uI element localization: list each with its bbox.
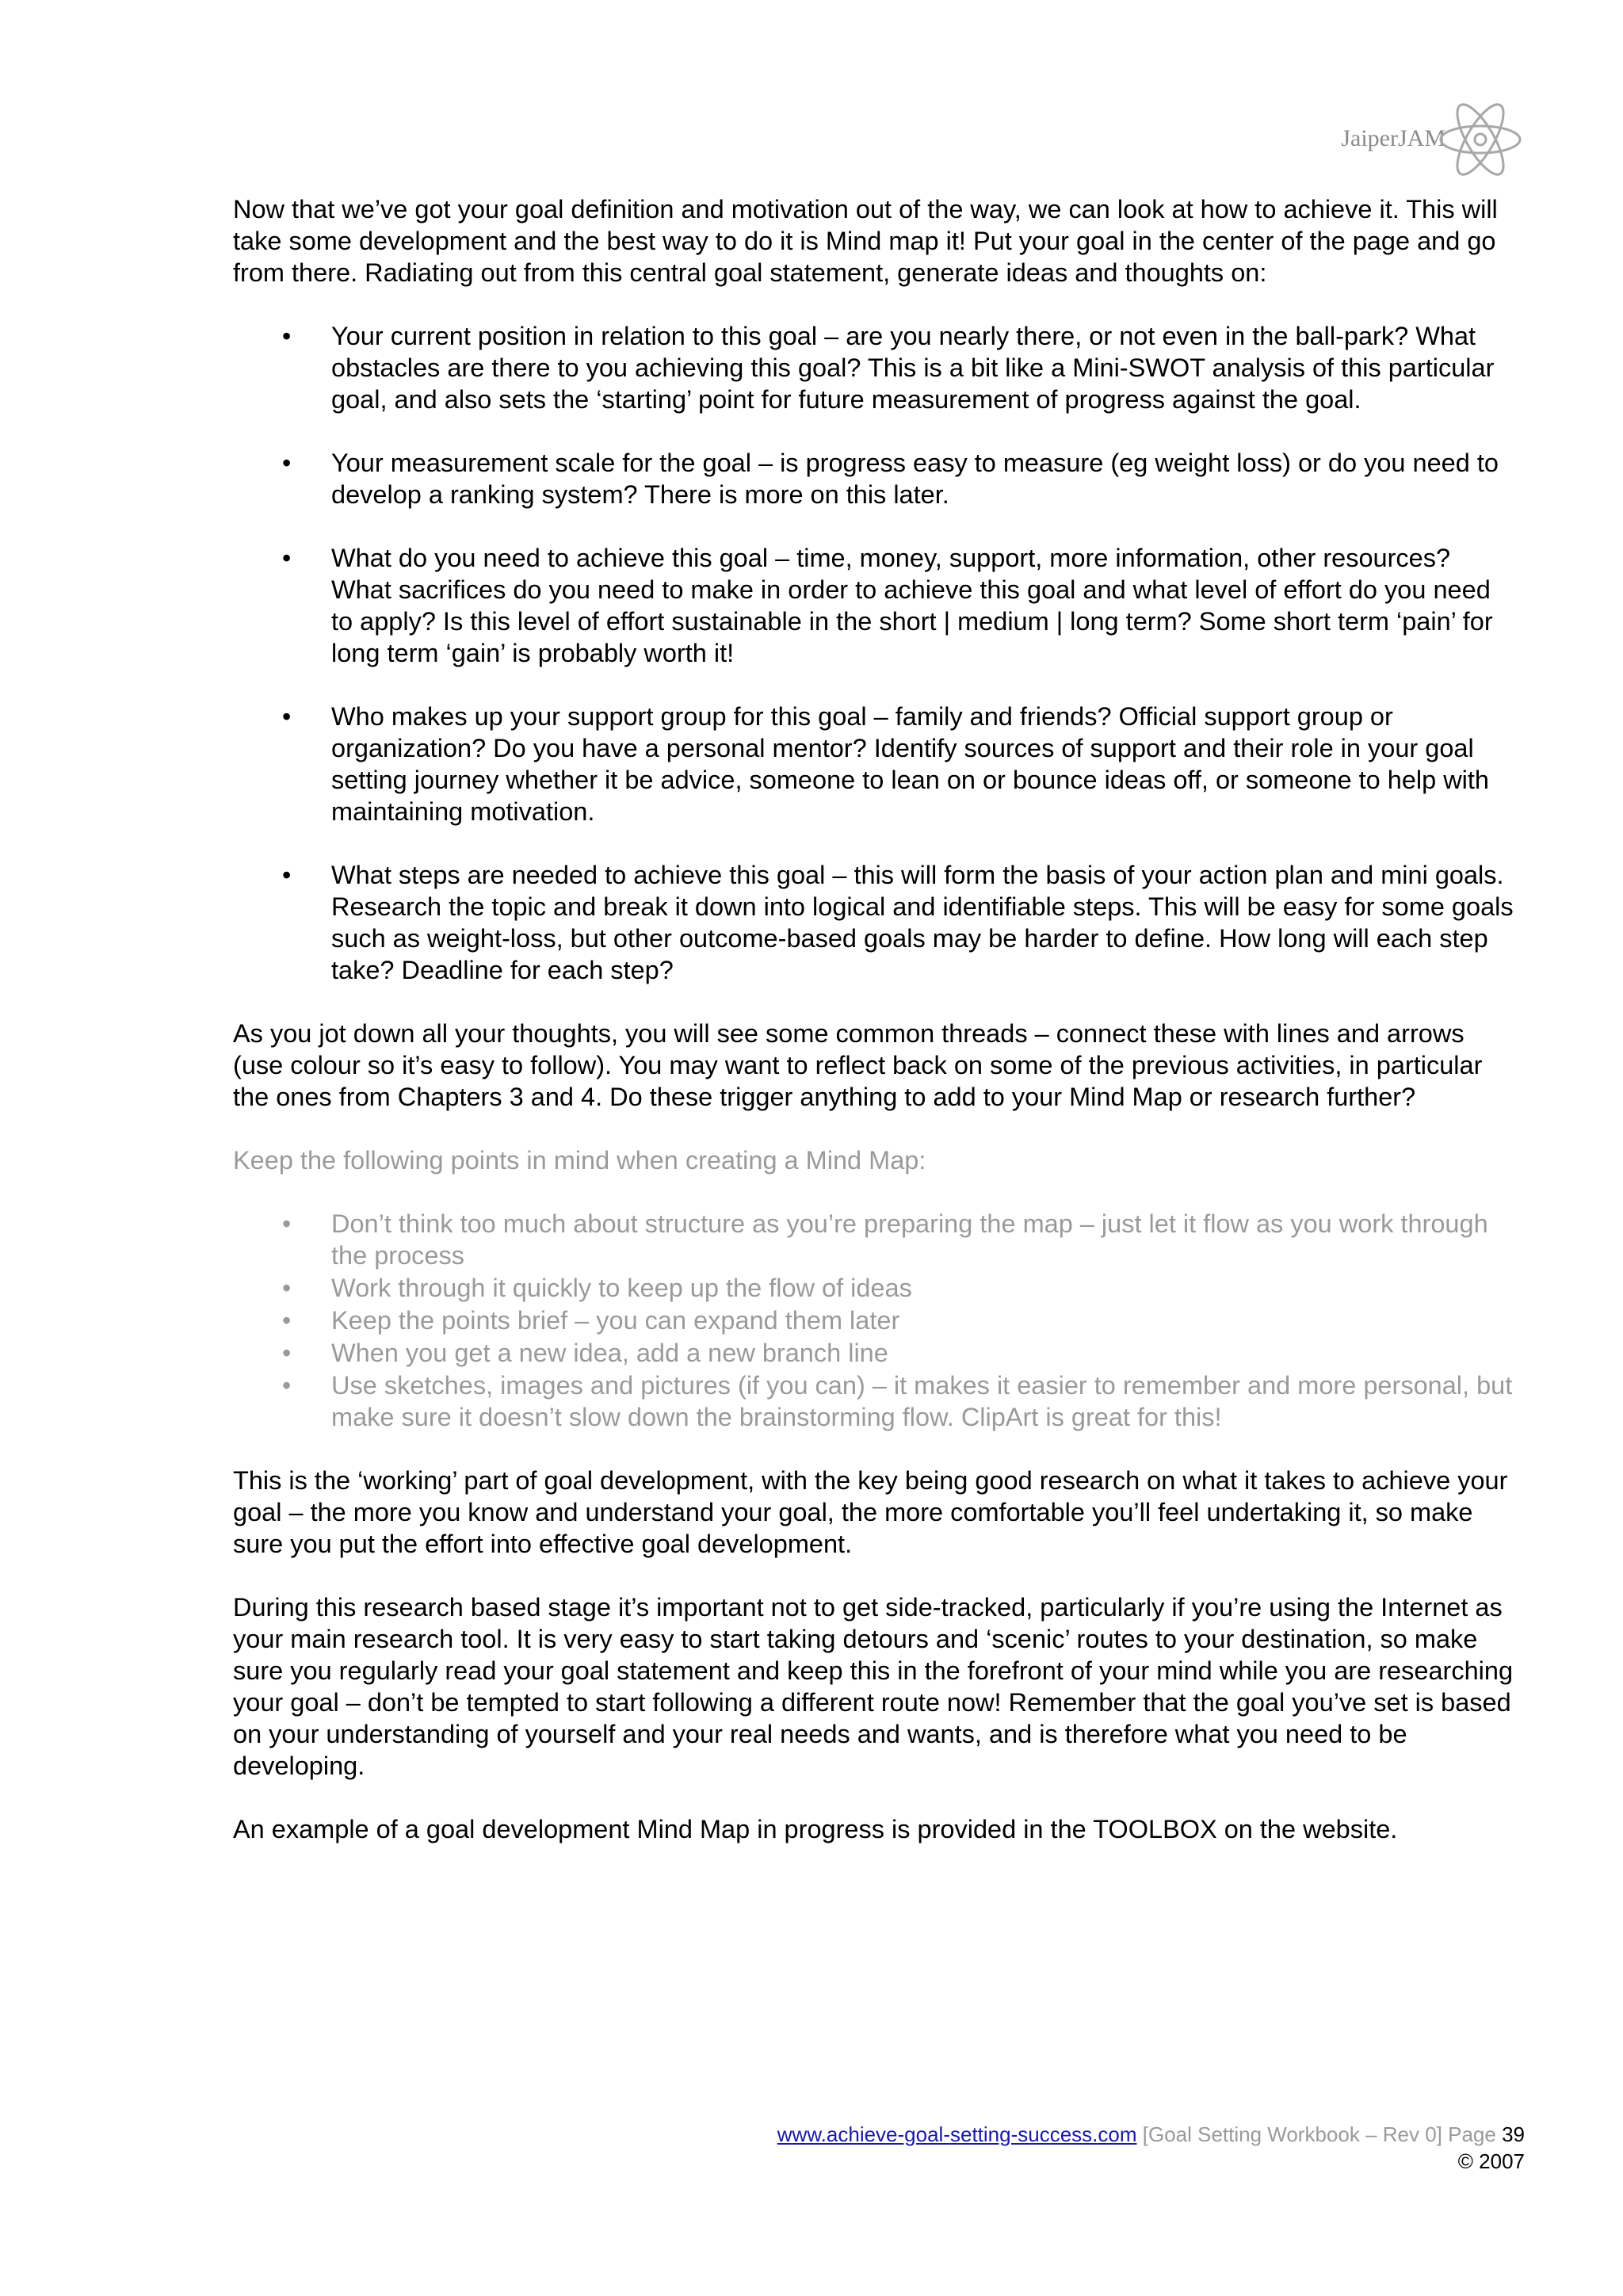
- list-item: • What steps are needed to achieve this goal – this will form the basis of your action plan and mini goals. Research the topic and break it down into logical and identifiable steps. This will be easy for some goals such as weight-loss, but other outcome-based goals may be harder to define. How long will each step take? Deadline for each step?: [282, 861, 1514, 984]
- working-paragraph: This is the ‘working’ part of goal development, with the key being good research on what it takes to achieve your goal – the more you know and understand your goal, the more comfortable you’ll feel undertaking it, so make sure you put the effort into effective goal development.: [233, 1466, 1508, 1558]
- bullet-icon: •: [282, 1339, 292, 1367]
- threads-paragraph: As you jot down all your thoughts, you will see some common threads – connect these with lines and arrows (use colour so it’s easy to follow). You may want to reflect back on some of the previous activities, in particular the ones from Chapters 3 and 4. Do these trigger anything to add to your Mind Map or research further?: [233, 1019, 1483, 1111]
- copyright: © 2007: [1457, 2149, 1525, 2173]
- brand-name: JaiperJAM: [1341, 125, 1445, 151]
- bullet-icon: •: [282, 1209, 292, 1238]
- tips-heading: Keep the following points in mind when creating a Mind Map:: [233, 1146, 926, 1175]
- tip-item: • When you get a new idea, add a new branch line: [282, 1339, 888, 1367]
- page-footer: [777, 2121, 1525, 2175]
- page-header: [1271, 101, 1525, 181]
- atom-logo-icon: [1436, 101, 1525, 178]
- bullet-icon: •: [282, 1274, 292, 1302]
- intro-paragraph: Now that we’ve got your goal definition and motivation out of the way, we can look at how to achieve it. This will take some development and the best way to do it is Mind map it! Put your goal in the center of the page and go from there. Radiating out from this central goal statement, generate ideas and thoughts on:: [233, 195, 1498, 287]
- bullet-icon: •: [282, 449, 292, 477]
- bullet-icon: •: [282, 1371, 292, 1400]
- bullet-icon: •: [282, 322, 292, 350]
- bullet-icon: •: [282, 861, 292, 889]
- page-body: [233, 193, 1517, 1877]
- tip-item: • Use sketches, images and pictures (if you can) – it makes it easier to remember and more personal, but make sure it doesn’t slow down the brainstorming flow. ClipArt is great for this!: [282, 1371, 1513, 1431]
- tip-item: • Work through it quickly to keep up the flow of ideas: [282, 1274, 912, 1302]
- list-item: • Your measurement scale for the goal – is progress easy to measure (eg weight loss) or do you need to develop a ranking system? There is more on this later.: [282, 449, 1499, 509]
- mind-map-tips-list: [233, 1208, 1517, 1433]
- tip-item: • Keep the points brief – you can expand them later: [282, 1306, 900, 1335]
- bullet-icon: •: [282, 544, 292, 572]
- bullet-icon: •: [282, 1306, 292, 1335]
- list-item: • What do you need to achieve this goal – time, money, support, more information, other resources? What sacrifices do you need to make in order to achieve this goal and what level of effort do you need to apply? Is this level of effort sustainable in the short | medium | long term? Some short term ‘pain’ for long term ‘gain’ is probably worth it!: [282, 544, 1493, 667]
- mind-map-topics-list: [233, 320, 1517, 986]
- website-link[interactable]: www.achieve-goal-setting-success.com: [777, 2122, 1137, 2146]
- footer-line: [777, 2121, 1525, 2148]
- list-item: • Who makes up your support group for this goal – family and friends? Official support group or organization? Do you have a personal mentor? Identify sources of support and their role in your goal setting journey whether it be advice, someone to lean on or bounce ideas off, or someone to help with maintaining motivation.: [282, 702, 1490, 826]
- tip-item: • Don’t think too much about structure as you’re preparing the map – just let it flow as you work through the process: [282, 1209, 1488, 1270]
- example-paragraph: An example of a goal development Mind Map in progress is provided in the TOOLBOX on the website.: [233, 1815, 1398, 1843]
- list-item: • Your current position in relation to this goal – are you nearly there, or not even in the ball-park? What obstacles are there to you achieving this goal? This is a bit like a Mini-SWOT analysis of this particular goal, and also sets the ‘starting’ point for future measurement of progress against the goal.: [282, 322, 1495, 414]
- bullet-icon: •: [282, 702, 292, 731]
- page-number: 39: [1502, 2122, 1525, 2146]
- workbook-meta: [Goal Setting Workbook – Rev 0] Page: [1136, 2122, 1503, 2146]
- research-paragraph: During this research based stage it’s important not to get side-tracked, particularly if you’re using the Internet as your main research tool. It is very easy to start taking detours and ‘scenic’ routes to your destination, so make sure you regularly read your goal statement and keep this in the forefront of your mind while you are researching your goal – don’t be tempted to start following a different route now! Remember that the goal you’ve set is based on your understanding of yourself and your real needs and wants, and is therefore what you need to be developing.: [233, 1593, 1514, 1780]
